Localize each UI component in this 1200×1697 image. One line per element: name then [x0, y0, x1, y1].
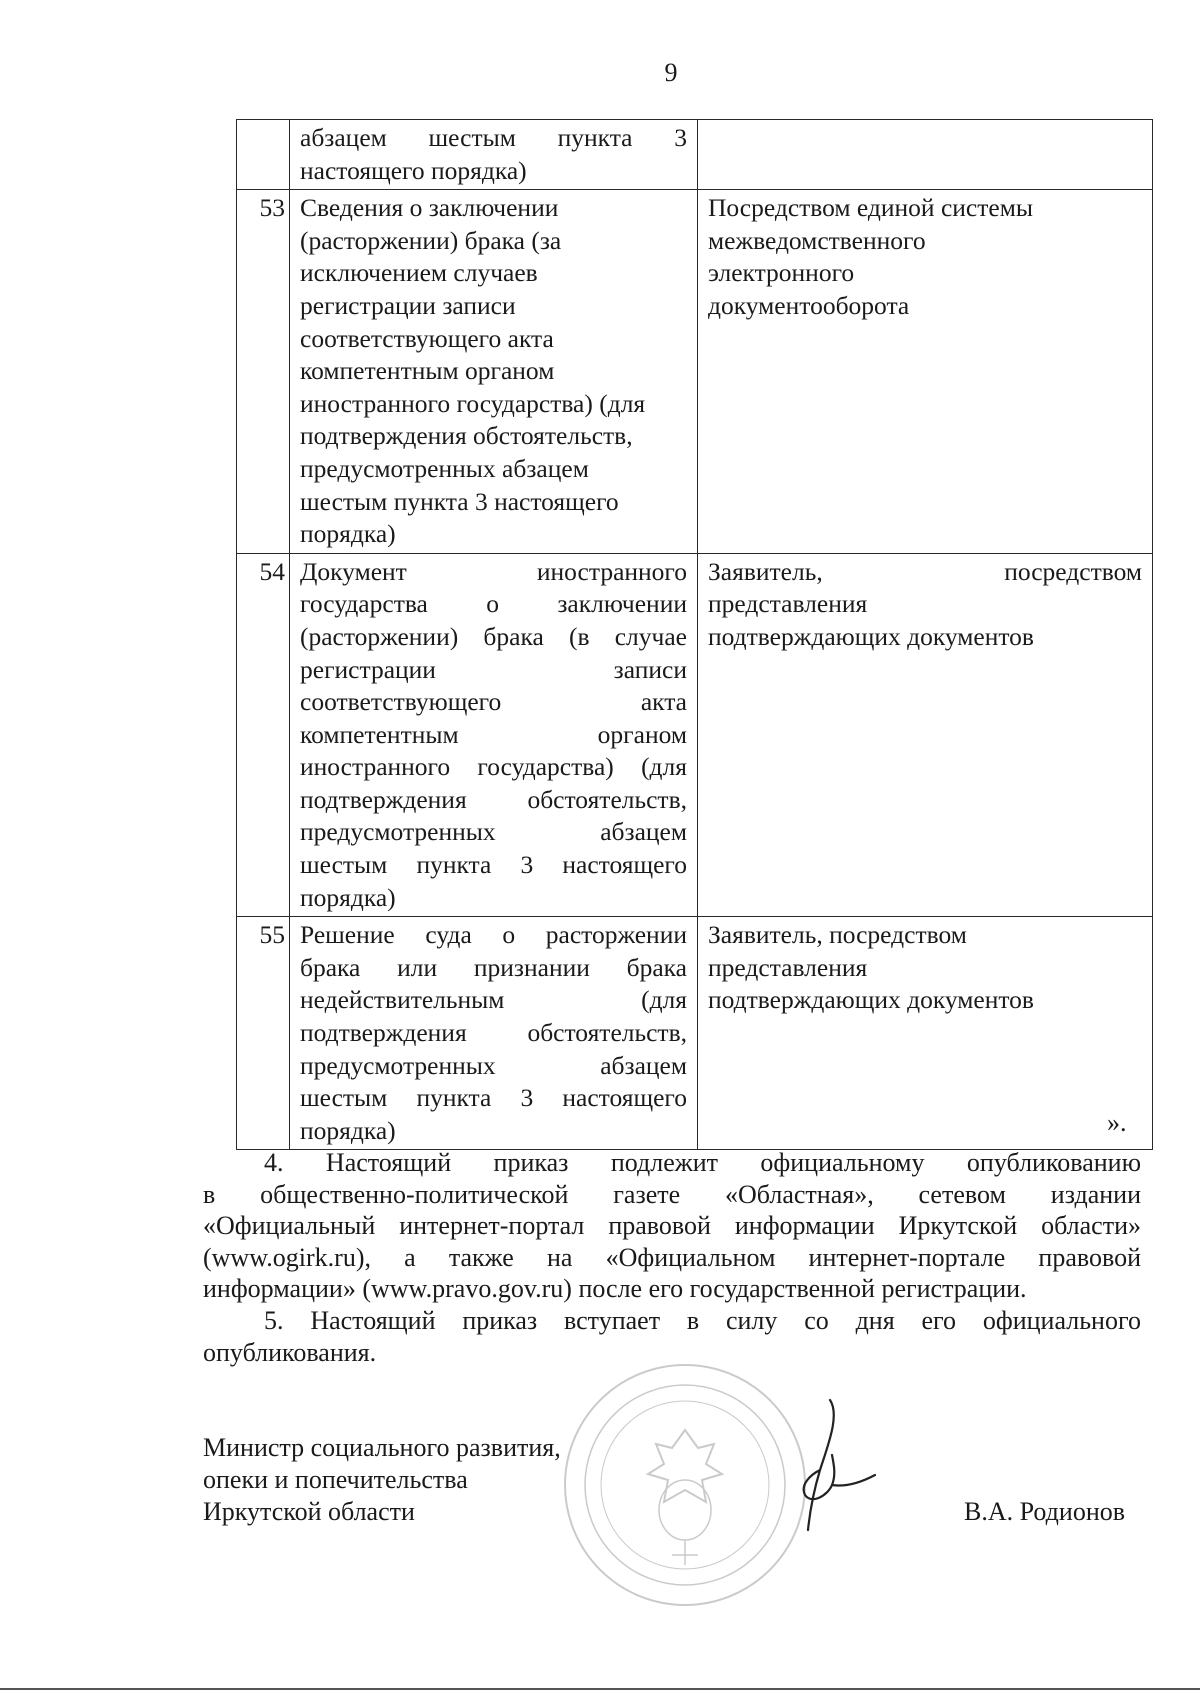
row-description-cell: [290, 917, 698, 1150]
row-number-cell: 53: [237, 190, 290, 554]
paragraph-line: (www.ogirk.ru), а также на «Официальном интернет-портале правовой: [203, 1242, 1141, 1272]
paragraph-line: опубликования.: [203, 1337, 377, 1367]
row-description-cell: [290, 553, 698, 917]
source-line: подтверждающих документов: [708, 621, 1034, 651]
table-row-55: [237, 917, 1153, 1150]
desc-line: подтверждения обстоятельств,: [300, 1018, 687, 1048]
desc-line: регистрации записи: [300, 654, 687, 684]
desc-line: настоящего порядка): [300, 155, 527, 185]
desc-line: абзацем шестым пункта 3: [300, 123, 687, 152]
handwritten-signature-icon: [770, 1395, 880, 1535]
source-line: Заявитель, посредством: [708, 920, 967, 950]
desc-line: (расторжении) брака (в случае: [300, 621, 687, 651]
position-line: Иркутской области: [203, 1497, 415, 1526]
row-description-cell: [290, 120, 698, 190]
desc-line: иностранного государства) (для: [300, 752, 687, 782]
desc-line: порядка): [300, 519, 396, 549]
paragraph-line: «Официальный интернет-портал правовой информации Иркутской области»: [203, 1211, 1141, 1240]
row-source-cell: [698, 553, 1153, 917]
bottom-divider: [0, 1688, 1200, 1690]
closing-quote: ».: [1107, 1108, 1127, 1137]
documents-table: [236, 119, 1153, 1150]
source-line: Заявитель, посредством: [708, 556, 1142, 586]
desc-line: брака или признании брака: [300, 952, 687, 982]
desc-line: компетентным органом: [300, 719, 687, 749]
position-line: опеки и попечительства: [203, 1465, 468, 1494]
desc-line: порядка): [300, 882, 396, 912]
desc-line: предусмотренных абзацем: [300, 1050, 687, 1080]
paragraph-4: [203, 1147, 1141, 1305]
row-number-cell: 54: [237, 553, 290, 917]
row-source-cell: [698, 120, 1153, 190]
desc-line: порядка): [300, 1115, 396, 1145]
source-line: представления: [708, 589, 868, 619]
source-line: подтверждающих документов: [708, 985, 1034, 1015]
row-source-cell: [698, 190, 1153, 554]
desc-line: Документ иностранного: [300, 556, 687, 586]
desc-line: предусмотренных абзацем: [300, 453, 589, 483]
row-description-cell: [290, 190, 698, 554]
source-line: документооборота: [708, 290, 910, 320]
desc-line: Сведения о заключении: [300, 193, 559, 223]
desc-line: подтверждения обстоятельств,: [300, 421, 633, 451]
paragraph-line: в общественно-политической газете «Областная», сетевом издании: [203, 1179, 1141, 1209]
desc-line: регистрации записи: [300, 290, 516, 320]
desc-line: Решение суда о расторжении: [300, 920, 687, 950]
desc-line: соответствующего акта: [300, 323, 554, 353]
paragraph-line: 4. Настоящий приказ подлежит официальному опубликованию: [264, 1148, 1141, 1177]
desc-line: компетентным органом: [300, 356, 555, 386]
source-line: Посредством единой системы: [708, 193, 1033, 223]
desc-line: шестым пункта 3 настоящего: [300, 1083, 687, 1113]
page-number: 9: [664, 58, 678, 87]
source-line: межведомственного: [708, 225, 926, 255]
source-line: представления: [708, 952, 868, 982]
table-row-53: [237, 190, 1153, 554]
paragraph-line: информации» (www.pravo.gov.ru) после его государственной регистрации.: [203, 1274, 1027, 1303]
row-number-cell: [237, 120, 290, 190]
signatory-position: [203, 1432, 561, 1528]
desc-line: подтверждения обстоятельств,: [300, 784, 687, 814]
desc-line: недействительным (для: [300, 985, 687, 1015]
source-line: электронного: [708, 258, 855, 288]
desc-line: государства о заключении: [300, 589, 687, 619]
position-line: Министр социального развития,: [203, 1433, 561, 1462]
desc-line: соответствующего акта: [300, 687, 687, 717]
desc-line: исключением случаев: [300, 258, 538, 288]
desc-line: (расторжении) брака (за: [300, 225, 562, 255]
row-number-cell: 55: [237, 917, 290, 1150]
desc-line: шестым пункта 3 настоящего: [300, 486, 619, 516]
row-source-cell: [698, 917, 1153, 1150]
paragraph-line: 5. Настоящий приказ вступает в силу со дня его официального: [264, 1306, 1141, 1335]
desc-line: предусмотренных абзацем: [300, 817, 687, 847]
signatory-name: В.А. Родионов: [964, 1497, 1126, 1526]
desc-line: иностранного государства) (для: [300, 388, 646, 418]
paragraph-5: [203, 1305, 1141, 1368]
table-row-continued: [237, 120, 1153, 190]
table-row-54: [237, 553, 1153, 917]
desc-line: шестым пункта 3 настоящего: [300, 850, 687, 880]
